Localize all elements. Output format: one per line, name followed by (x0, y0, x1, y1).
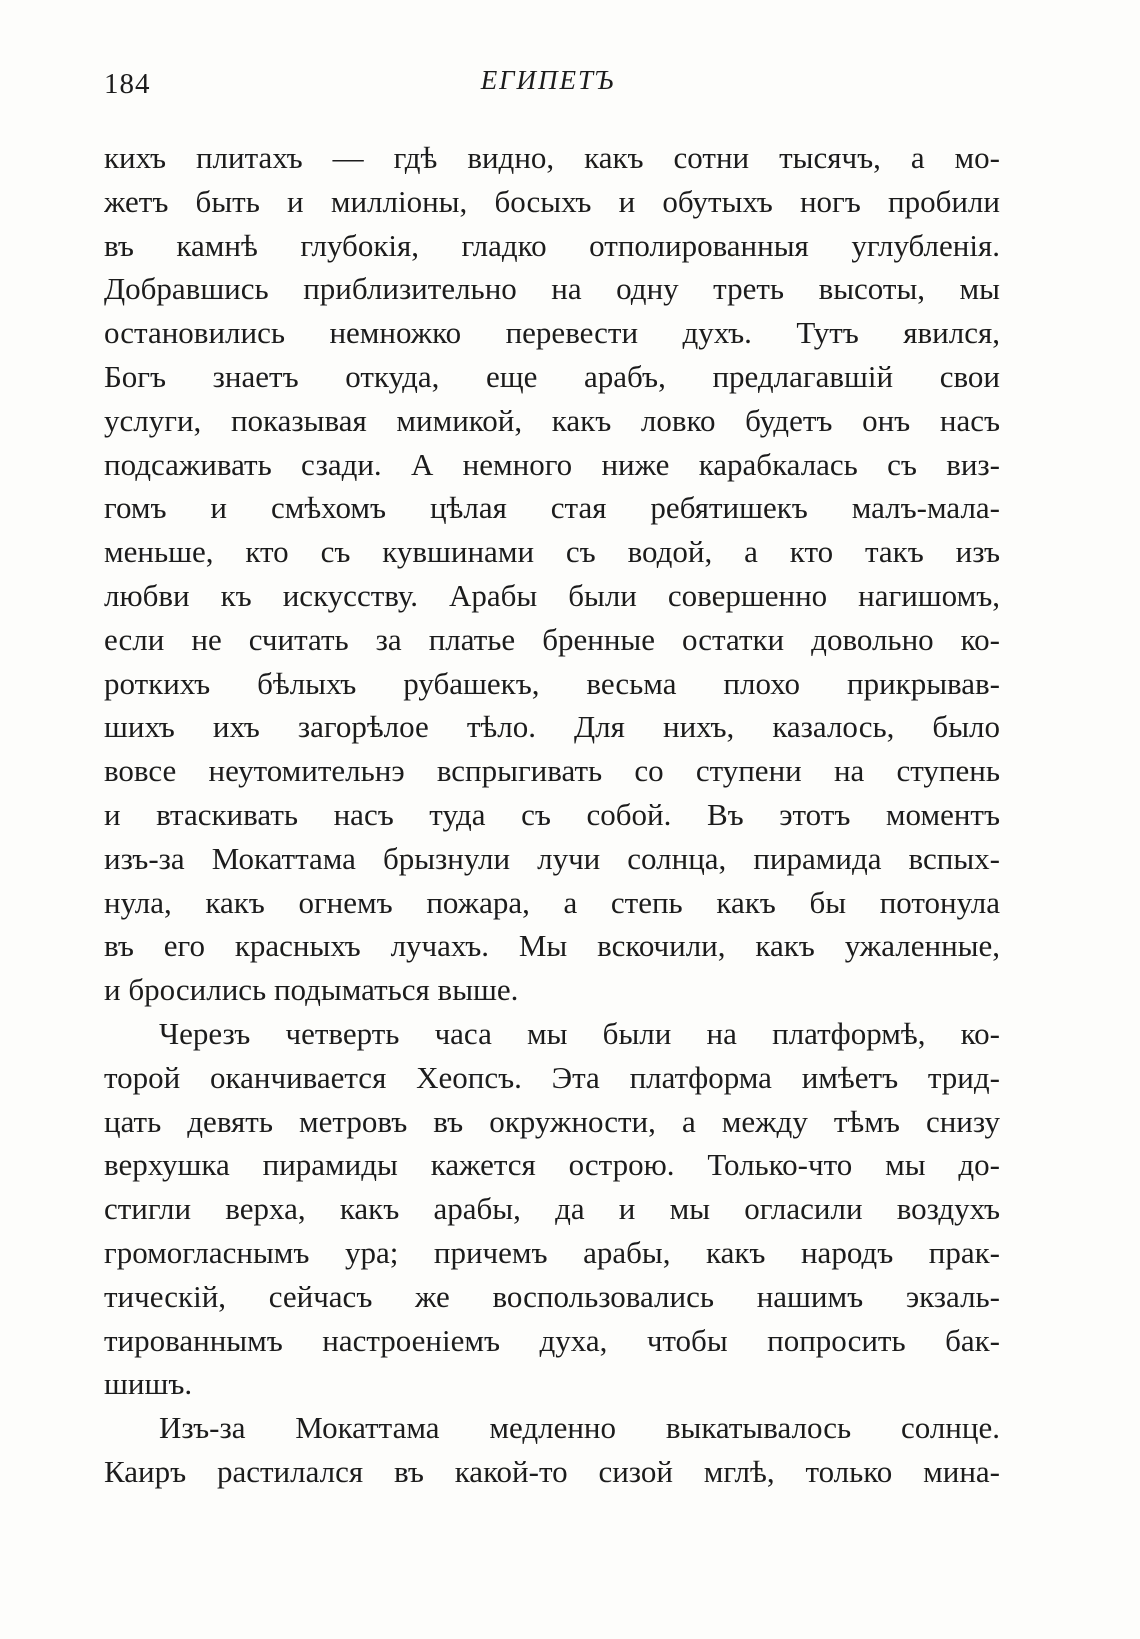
text-line: тическій, сейчасъ же воспользовались нашимъ экзаль- (104, 1278, 1000, 1314)
text-line: тированнымъ настроеніемъ духа, чтобы попросить бак- (104, 1322, 1000, 1358)
text-line: остановились немножко перевести духъ. Тутъ явился, (104, 315, 1000, 351)
text-line: жетъ быть и милліоны, босыхъ и обутыхъ ногъ пробили (104, 183, 1000, 219)
text-line: подсаживать сзади. А немного ниже карабкалась съ виз- (104, 446, 1000, 482)
text-line: и бросились подыматься выше. (104, 972, 519, 1008)
text-line: Богъ знаетъ откуда, еще арабъ, предлагавшій свои (104, 358, 1000, 394)
text-line: громогласнымъ ура; причемъ арабы, какъ народъ прак- (104, 1234, 1000, 1270)
text-line: верхушка пирамиды кажется острою. Только-что мы до- (104, 1147, 1000, 1183)
text-line: вовсе неутомительнэ вспрыгивать со ступени на ступень (104, 753, 1000, 789)
text-line: любви къ искусству. Арабы были совершенно нагишомъ, (104, 577, 1000, 613)
text-line: и втаскивать насъ туда съ собой. Въ этотъ моментъ (104, 796, 1000, 832)
text-line: цать девять метровъ въ окружности, а между тѣмъ снизу (104, 1103, 1000, 1139)
text-line: если не считать за платье бренные остатки довольно ко- (104, 621, 1000, 657)
text-line: изъ-за Мокаттама брызнули лучи солнца, пирамида вспых- (104, 840, 1000, 876)
text-line: меньше, кто съ кувшинами съ водой, а кто такъ изъ (104, 534, 1000, 570)
text-line: въ камнѣ глубокія, гладко отполированныя углубленія. (104, 227, 1000, 263)
text-line: шишъ. (104, 1366, 193, 1402)
text-line: Черезъ четверть часа мы были на платформѣ, ко- (159, 1015, 1000, 1051)
text-line: кихъ плитахъ — гдѣ видно, какъ сотни тысячъ, а мо- (104, 140, 1000, 175)
text-line: стигли верха, какъ арабы, да и мы огласили воздухъ (104, 1191, 1000, 1227)
text-line: торой оканчивается Хеопсъ. Эта платформа имѣетъ трид- (104, 1059, 1000, 1095)
text-line: гомъ и смѣхомъ цѣлая стая ребятишекъ малъ-мала- (104, 490, 1000, 526)
text-line: Каиръ растилался въ какой-то сизой мглѣ, только мина- (104, 1453, 1000, 1489)
page-number: 184 (104, 68, 151, 100)
text-line: Изъ-за Мокаттама медленно выкатывалось солнце. (159, 1410, 1000, 1446)
body-text (104, 136, 1000, 1494)
text-line: Добравшись приблизительно на одну треть высоты, мы (104, 271, 1000, 307)
running-title: ЕГИПЕТЪ (480, 65, 616, 95)
paragraph (104, 1406, 1000, 1494)
paragraph (104, 1012, 1000, 1406)
text-line: шихъ ихъ загорѣлое тѣло. Для нихъ, казалось, было (104, 709, 1000, 745)
paragraph (104, 136, 1000, 1012)
text-line: въ его красныхъ лучахъ. Мы вскочили, какъ ужаленные, (104, 928, 1000, 964)
text-line: нула, какъ огнемъ пожара, а степь какъ бы потонула (104, 884, 1000, 920)
text-line: роткихъ бѣлыхъ рубашекъ, весьма плохо прикрывав- (104, 665, 1000, 701)
text-line: услуги, показывая мимикой, какъ ловко будетъ онъ насъ (104, 402, 1000, 438)
